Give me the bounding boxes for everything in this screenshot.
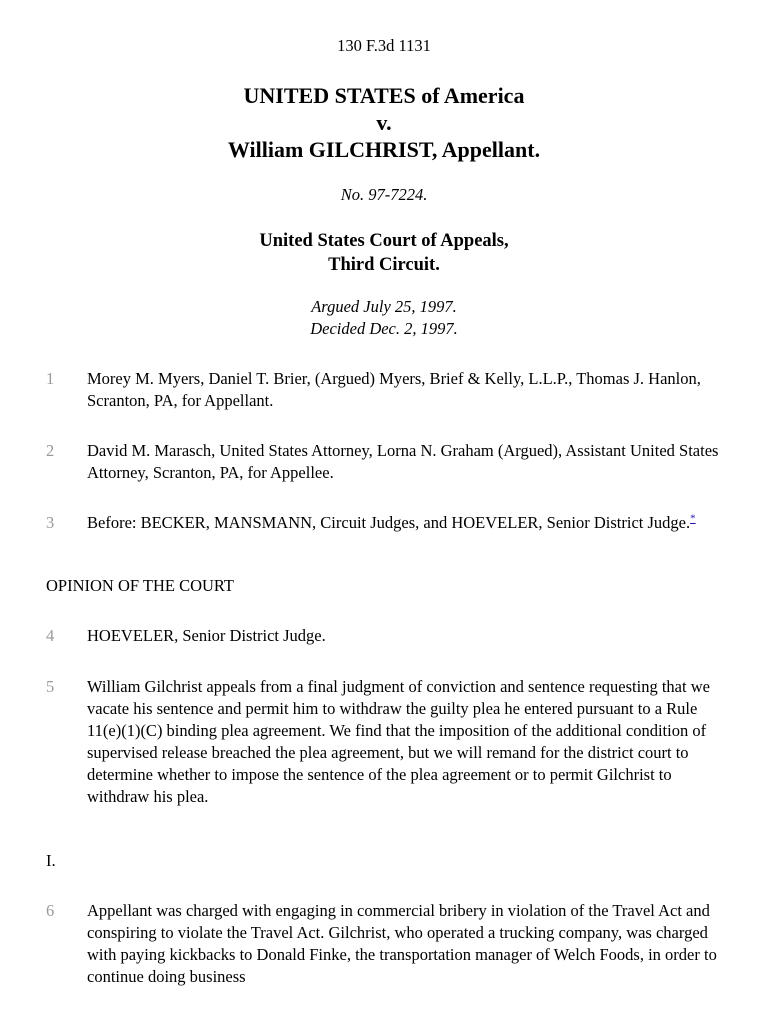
paragraph-text: HOEVELER, Senior District Judge. — [87, 626, 326, 645]
court-name — [0, 229, 768, 277]
paragraph-text: William Gilchrist appeals from a final judgment of conviction and sentence requesting that we vacate his sentence and permit him to withdraw the guilty plea he entered pursuant to a Rule 11(e)(1)(C) binding plea agreement. We find that the imposition of the additional condition of supervised release breached the plea agreement, but we will remand for the district court to determine whether to impose the sentence of the plea agreement or to permit Gilchrist to withdraw his plea. — [87, 677, 710, 806]
section-heading: I. — [46, 851, 56, 870]
footnote-link[interactable]: * — [690, 512, 696, 525]
paragraph-number: 5 — [46, 677, 55, 696]
paragraph-number: 3 — [46, 513, 55, 532]
court-name-line1: United States Court of Appeals, — [259, 231, 509, 251]
paragraph-text — [87, 512, 727, 534]
versus-label: v. — [376, 110, 392, 135]
case-caption — [0, 82, 768, 163]
paragraph-body: Before: BECKER, MANSMANN, Circuit Judges, and HOEVELER, Senior District Judge. — [87, 513, 691, 532]
case-dates — [0, 296, 768, 340]
docket-number: No. 97-7224. — [340, 185, 428, 204]
court-name-line2: Third Circuit. — [328, 255, 440, 275]
paragraph-text: Morey M. Myers, Daniel T. Brier, (Argued) Myers, Brief & Kelly, L.L.P., Thomas J. Hanlon, Scranton, PA, for Appellant. — [87, 369, 701, 410]
paragraph-text: David M. Marasch, United States Attorney, Lorna N. Graham (Argued), Assistant United States Attorney, Scranton, PA, for Appellee. — [87, 441, 719, 482]
argued-date: Argued July 25, 1997. — [311, 297, 457, 316]
paragraph-number: 1 — [46, 369, 55, 388]
decided-date: Decided Dec. 2, 1997. — [310, 319, 458, 338]
party-appellant: William GILCHRIST, Appellant. — [227, 137, 541, 162]
paragraph-number: 2 — [46, 441, 55, 460]
paragraph-number: 4 — [46, 626, 55, 645]
case-citation: 130 F.3d 1131 — [337, 36, 431, 55]
paragraph-number: 6 — [46, 901, 55, 920]
party-plaintiff: UNITED STATES of America — [243, 83, 525, 108]
paragraph-text: Appellant was charged with engaging in commercial bribery in violation of the Travel Act and conspiring to violate the Travel Act. Gilchrist, who operated a trucking company, was charged with paying kickbacks to Donald Finke, the transportation manager of Welch Foods, in order to continue doing business — [87, 901, 717, 986]
opinion-heading: OPINION OF THE COURT — [46, 576, 235, 595]
